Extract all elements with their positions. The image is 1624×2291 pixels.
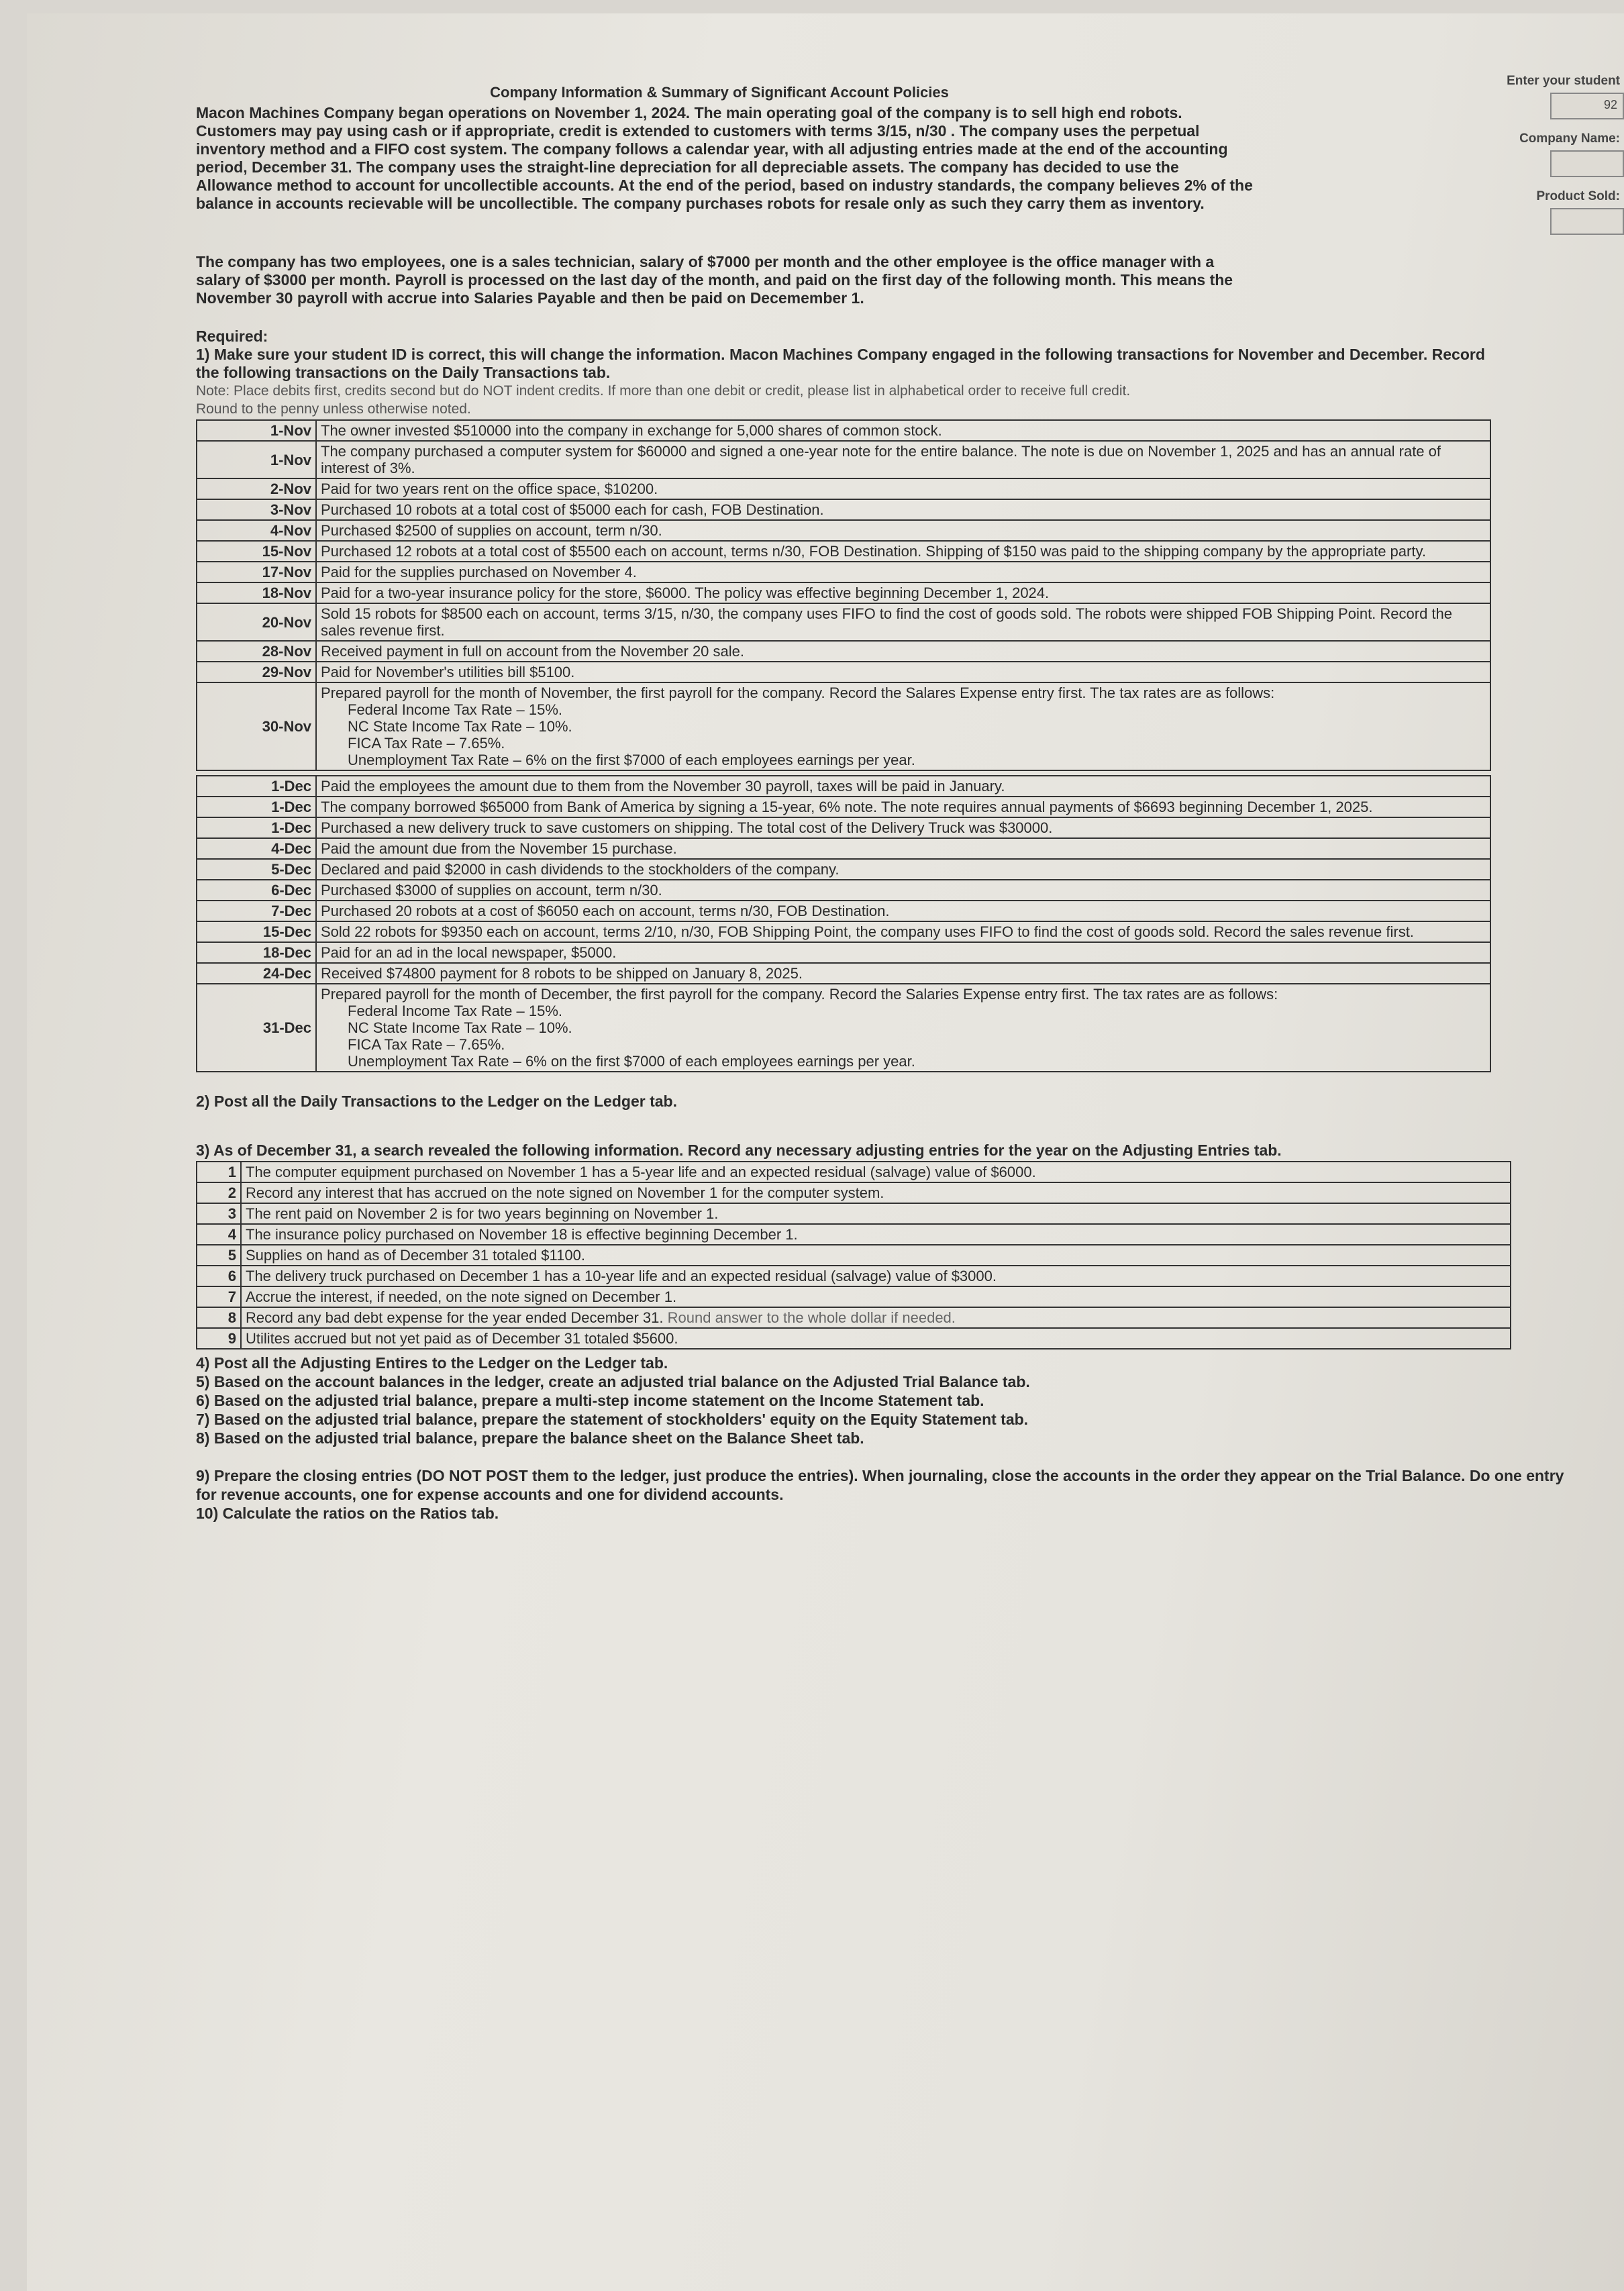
transaction-date: 18-Nov — [197, 582, 316, 603]
step-line: 8) Based on the adjusted trial balance, prepare the balance sheet on the Balance Sheet tab. — [196, 1429, 864, 1447]
transaction-text: The company purchased a computer system for $60000 and signed a one-year note for the entire balance. The note is due on November 1, 2025 and has an annual rate of interest of 3%. — [316, 441, 1490, 478]
adjustment-number: 5 — [197, 1245, 241, 1266]
payroll-row — [197, 984, 1490, 1072]
payroll-description: Prepared payroll for the month of November, the first payroll for the company. Record the Salares Expense entry first. The tax rates are as follows: — [321, 684, 1275, 701]
transaction-text: Purchased 10 robots at a total cost of $5000 each for cash, FOB Destination. — [316, 499, 1490, 520]
step-line: 5) Based on the account balances in the ledger, create an adjusted trial balance on the Adjusted Trial Balance tab. — [196, 1373, 1030, 1390]
step-line: 7) Based on the adjusted trial balance, prepare the statement of stockholders' equity on the Equity Statement tab. — [196, 1411, 1029, 1428]
transaction-text: Paid the employees the amount due to them from the November 30 payroll, taxes will be paid in January. — [316, 776, 1490, 797]
adjustment-text: The delivery truck purchased on December 1 has a 10-year life and an expected residual (salvage) value of $3000. — [241, 1266, 1511, 1286]
adjustment-row — [197, 1266, 1511, 1286]
transaction-date: 20-Nov — [197, 603, 316, 641]
adjustment-text: Record any bad debt expense for the year ended December 31. Round answer to the whole dollar if needed. — [241, 1307, 1511, 1328]
november-transactions-table — [196, 419, 1491, 771]
document-body — [196, 83, 1564, 1523]
transaction-text: Paid for November's utilities bill $5100. — [316, 662, 1490, 682]
transaction-date: 4-Nov — [197, 520, 316, 541]
tax-rate-line: Unemployment Tax Rate – 6% on the first $7000 of each employees earnings per year. — [348, 752, 915, 768]
tax-rate-line: Federal Income Tax Rate – 15%. — [348, 701, 562, 718]
transaction-date: 7-Dec — [197, 901, 316, 921]
transaction-text: Sold 22 robots for $9350 each on account, terms 2/10, n/30, FOB Shipping Point, the company uses FIFO to find the cost of goods sold. Record the sales revenue first. — [316, 921, 1490, 942]
adjustment-row — [197, 1286, 1511, 1307]
transaction-row — [197, 662, 1490, 682]
transaction-text: Received payment in full on account from the November 20 sale. — [316, 641, 1490, 662]
december-transactions-table — [196, 775, 1491, 1072]
transaction-row — [197, 963, 1490, 984]
transaction-row — [197, 817, 1490, 838]
transaction-text: Purchased a new delivery truck to save customers on shipping. The total cost of the Delivery Truck was $30000. — [316, 817, 1490, 838]
step-1: 1) Make sure your student ID is correct, this will change the information. Macon Machines Company engaged in the following transactions for November and December. Record the following transactions on the Daily Transactions tab. — [196, 346, 1485, 381]
step-line: 6) Based on the adjusted trial balance, prepare a multi-step income statement on the Income Statement tab. — [196, 1392, 984, 1409]
transaction-row — [197, 901, 1490, 921]
payroll-text — [316, 682, 1490, 770]
step-10: 10) Calculate the ratios on the Ratios tab. — [196, 1505, 499, 1522]
intro-paragraph: Macon Machines Company began operations on November 1, 2024. The main operating goal of the company is to sell high end robots. Customers may pay using cash or if appropriate, credit is extended to customers with terms 3/15, n/30 . The company uses the perpetual inventory method and a FIFO cost system. The company follows a calendar year, with all adjusting entries made at the end of the accounting period, December 31. The company uses the straight-line depreciation for all depreciable assets. The company has decided to use the Allowance method to account for uncollectible accounts. At the end of the period, based on industry standards, the company believes 2% of the balance in accounts recievable will be uncollectible. The company purchases robots for resale only as such they carry them as inventory. — [196, 104, 1253, 212]
transaction-date: 18-Dec — [197, 942, 316, 963]
adjustment-row — [197, 1162, 1511, 1182]
adjustment-text: Accrue the interest, if needed, on the note signed on December 1. — [241, 1286, 1511, 1307]
transaction-text: Sold 15 robots for $8500 each on account, terms 3/15, n/30, the company uses FIFO to find the cost of goods sold. The robots were shipped FOB Shipping Point. Record the sales revenue first. — [316, 603, 1490, 641]
required-label: Required: — [196, 327, 268, 345]
tax-rate-line: NC State Income Tax Rate – 10%. — [348, 1019, 572, 1036]
payroll-row — [197, 682, 1490, 770]
transaction-row — [197, 582, 1490, 603]
transaction-date: 1-Dec — [197, 776, 316, 797]
transaction-date: 2-Nov — [197, 478, 316, 499]
transaction-text: Paid for two years rent on the office space, $10200. — [316, 478, 1490, 499]
student-id-field[interactable]: 92 — [1550, 93, 1624, 119]
adjustment-text: The computer equipment purchased on November 1 has a 5-year life and an expected residual (salvage) value of $6000. — [241, 1162, 1511, 1182]
transaction-row — [197, 520, 1490, 541]
adjustment-number: 4 — [197, 1224, 241, 1245]
transaction-row — [197, 499, 1490, 520]
note-debits-credits: Note: Place debits first, credits second but do NOT indent credits. If more than one debit or credit, please list in alphabetical order to receive full credit. — [196, 383, 1131, 399]
transaction-row — [197, 859, 1490, 880]
transaction-text: Purchased 12 robots at a total cost of $5500 each on account, terms n/30, FOB Destination. Shipping of $150 was paid to the shipping company by the appropriate party. — [316, 541, 1490, 562]
transaction-date: 15-Dec — [197, 921, 316, 942]
tax-rate-line: Unemployment Tax Rate – 6% on the first $7000 of each employees earnings per year. — [348, 1053, 915, 1070]
document-title: Company Information & Summary of Significant Account Policies — [490, 84, 949, 101]
adjustments-table — [196, 1161, 1511, 1350]
adjustment-text: The insurance policy purchased on November 18 is effective beginning December 1. — [241, 1224, 1511, 1245]
transaction-row — [197, 797, 1490, 817]
product-sold-field[interactable] — [1550, 208, 1624, 235]
step-9: 9) Prepare the closing entries (DO NOT POST them to the ledger, just produce the entries). When journaling, close the accounts in the order they appear on the Trial Balance. Do one entry for revenue accounts, one for expense accounts and one for dividend accounts. — [196, 1467, 1564, 1503]
transaction-text: Paid for a two-year insurance policy for the store, $6000. The policy was effective beginning December 1, 2024. — [316, 582, 1490, 603]
step-2: 2) Post all the Daily Transactions to the Ledger on the Ledger tab. — [196, 1092, 677, 1110]
adjustment-number: 6 — [197, 1266, 241, 1286]
transaction-text: Paid for the supplies purchased on November 4. — [316, 562, 1490, 582]
payroll-description: Prepared payroll for the month of December, the first payroll for the company. Record the Salaries Expense entry first. The tax rates are as follows: — [321, 986, 1278, 1003]
adjustment-text: The rent paid on November 2 is for two years beginning on November 1. — [241, 1203, 1511, 1224]
transaction-text: Declared and paid $2000 in cash dividends to the stockholders of the company. — [316, 859, 1490, 880]
transaction-row — [197, 880, 1490, 901]
transaction-text: Paid the amount due from the November 15 purchase. — [316, 838, 1490, 859]
step-line: 4) Post all the Adjusting Entires to the Ledger on the Ledger tab. — [196, 1354, 668, 1372]
transaction-date: 6-Dec — [197, 880, 316, 901]
transaction-row — [197, 838, 1490, 859]
transaction-date: 15-Nov — [197, 541, 316, 562]
tax-rate-line: Federal Income Tax Rate – 15%. — [348, 1003, 562, 1019]
product-sold-label: Product Sold: — [1536, 189, 1620, 203]
transaction-date: 30-Nov — [197, 682, 316, 770]
student-id-label: Enter your student — [1507, 74, 1620, 88]
adjustment-text: Record any interest that has accrued on the note signed on November 1 for the computer system. — [241, 1182, 1511, 1203]
adjustment-row — [197, 1245, 1511, 1266]
adjustment-number: 9 — [197, 1328, 241, 1349]
adjustment-row — [197, 1307, 1511, 1328]
paper-sheet — [27, 13, 1624, 2291]
transaction-row — [197, 541, 1490, 562]
transaction-row — [197, 478, 1490, 499]
steps-4-to-8 — [196, 1354, 1572, 1447]
adjustment-number: 3 — [197, 1203, 241, 1224]
transaction-text: Paid for an ad in the local newspaper, $5000. — [316, 942, 1490, 963]
transaction-row — [197, 921, 1490, 942]
transaction-date: 24-Dec — [197, 963, 316, 984]
transaction-date: 1-Dec — [197, 817, 316, 838]
adjustment-text: Utilites accrued but not yet paid as of December 31 totaled $5600. — [241, 1328, 1511, 1349]
adjustment-number: 1 — [197, 1162, 241, 1182]
transaction-text: Received $74800 payment for 8 robots to be shipped on January 8, 2025. — [316, 963, 1490, 984]
adjustment-number: 8 — [197, 1307, 241, 1328]
adjustment-number: 2 — [197, 1182, 241, 1203]
adjustment-row — [197, 1182, 1511, 1203]
transaction-text: The owner invested $510000 into the company in exchange for 5,000 shares of common stock. — [316, 420, 1490, 441]
employees-paragraph: The company has two employees, one is a sales technician, salary of $7000 per month and the other employee is the office manager with a salary of $3000 per month. Payroll is processed on the last day of the month, and paid on the first day of the following month. This means the November 30 payroll with accrue into Salaries Payable and then be paid on Decemember 1. — [196, 253, 1233, 307]
transaction-date: 1-Nov — [197, 441, 316, 478]
student-info-panel — [1470, 74, 1624, 247]
tax-rate-line: FICA Tax Rate – 7.65%. — [348, 735, 505, 752]
transaction-date: 28-Nov — [197, 641, 316, 662]
adjustment-row — [197, 1328, 1511, 1349]
step-3: 3) As of December 31, a search revealed the following information. Record any necessary adjusting entries for the year on the Adjusting Entries tab. — [196, 1141, 1282, 1159]
company-name-field[interactable] — [1550, 150, 1624, 177]
adjustment-note: Round answer to the whole dollar if needed. — [667, 1309, 956, 1326]
transaction-row — [197, 562, 1490, 582]
transaction-date: 1-Nov — [197, 420, 316, 441]
transaction-row — [197, 441, 1490, 478]
transaction-row — [197, 641, 1490, 662]
transaction-row — [197, 603, 1490, 641]
payroll-text — [316, 984, 1490, 1072]
transaction-text: Purchased 20 robots at a cost of $6050 each on account, terms n/30, FOB Destination. — [316, 901, 1490, 921]
transaction-date: 4-Dec — [197, 838, 316, 859]
transaction-date: 29-Nov — [197, 662, 316, 682]
transaction-text: Purchased $2500 of supplies on account, term n/30. — [316, 520, 1490, 541]
adjustment-number: 7 — [197, 1286, 241, 1307]
transaction-date: 5-Dec — [197, 859, 316, 880]
adjustment-row — [197, 1203, 1511, 1224]
transaction-row — [197, 776, 1490, 797]
transaction-row — [197, 420, 1490, 441]
adjustment-row — [197, 1224, 1511, 1245]
transaction-date: 1-Dec — [197, 797, 316, 817]
transaction-date: 3-Nov — [197, 499, 316, 520]
transaction-text: The company borrowed $65000 from Bank of America by signing a 15-year, 6% note. The note requires annual payments of $6693 beginning December 1, 2025. — [316, 797, 1490, 817]
company-name-label: Company Name: — [1519, 132, 1620, 146]
transaction-date: 17-Nov — [197, 562, 316, 582]
transaction-row — [197, 942, 1490, 963]
transaction-date: 31-Dec — [197, 984, 316, 1072]
adjustment-text: Supplies on hand as of December 31 totaled $1100. — [241, 1245, 1511, 1266]
transaction-text: Purchased $3000 of supplies on account, term n/30. — [316, 880, 1490, 901]
tax-rate-line: NC State Income Tax Rate – 10%. — [348, 718, 572, 735]
note-rounding: Round to the penny unless otherwise noted. — [196, 401, 471, 417]
tax-rate-line: FICA Tax Rate – 7.65%. — [348, 1036, 505, 1053]
